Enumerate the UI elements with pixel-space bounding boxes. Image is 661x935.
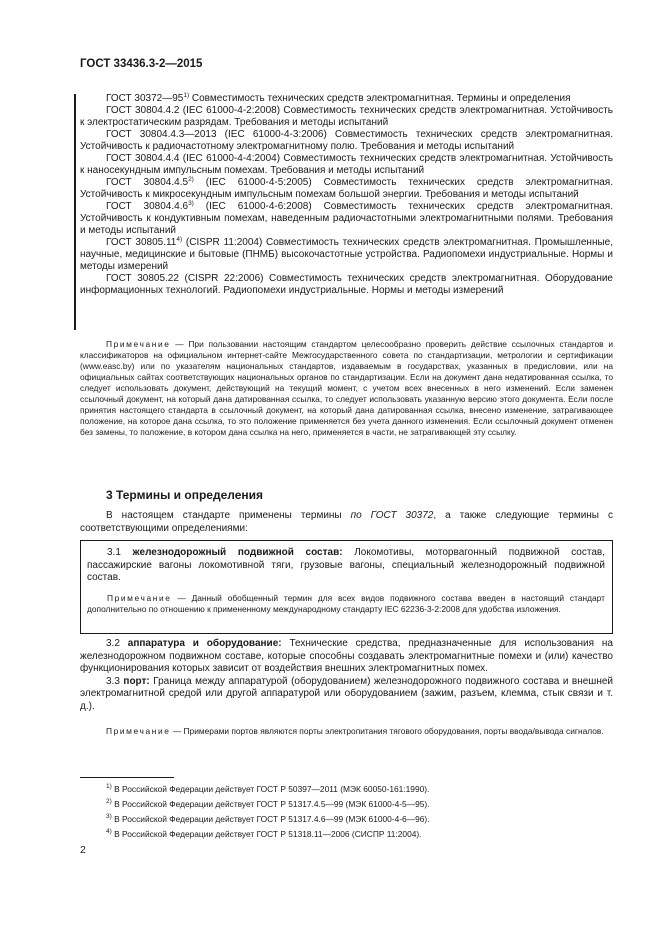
note-text: — При пользовании настоящим стандартом целесообразно проверить действие ссылочных стандартов и классификаторов на официальном интернет-сайте Межгосударственного совета по стандартизации, метрологии и сертификации (www.easc.by) или по указателям национальных стандартов, издаваемым в государствах, указанных в предисловии, или на официальных сайтах соответствующих национальных органов по стандартизации. Если на документ дана недатированная ссылка, то следует использовать документ, действующий на текущий момент, с учетом всех внесенных в него изменений. Если заменен ссылочный документ, на который дана датированная ссылка, то следует использовать указанную версию этого документа. Если после принятия настоящего стандарта в ссылочный документ, на который дана датированная ссылка, внесено изменение, затрагивающее положение, на которое дана ссылка, то это положение применяется без учета данного изменения. Если ссылочный документ отменен без замены, то положение, в котором дана ссылка на него, применяется в части, не затрагивающей эту ссылку. <box>80 339 613 437</box>
note-references <box>80 339 613 438</box>
footnote: $^{1)}$ В Российской Федерации действует ГОСТ Р 50397—2011 (МЭК 60050-161:1990). <box>106 783 430 794</box>
footnote-separator <box>80 777 174 778</box>
note-label: Примечание <box>106 339 171 349</box>
term-name: порт: <box>123 675 150 687</box>
reference-item: ГОСТ 30805.22 (CISPR 22:2006) Совместимость технических средств электромагнитная. Оборудование информационных технологий. Радиопомехи индустриальные. Нормы и методы измерений <box>80 273 613 296</box>
footnote: $^{3)}$ В Российской Федерации действует ГОСТ Р 51317.4.6—99 (МЭК 61000-4-6—96). <box>106 813 430 824</box>
term-note: Примечание — Данный обобщенный термин для всех видов подвижного состава введен в настоящий стандарт дополнительно по отношению к примененному международному стандарту IEC 62236-3-2:2008 для удобства изложения. <box>87 593 605 614</box>
term-definition: 3.1 железнодорожный подвижной состав: Локомотивы, моторвагонный подвижной состав, пассажирские вагоны локомотивной тяги, грузовые вагоны, специальный железнодорожный подвижной состав. <box>87 547 605 583</box>
term-name: железнодорожный подвижной состав: <box>132 547 343 558</box>
term-definition: 3.2 аппаратура и оборудование: Технические средства, предназначенные для использования на железнодорожном подвижном составе, которые способны создавать электромагнитные помехи и (или) качество функционирования которых зависит от воздействия внешних электромагнитных помех. <box>80 638 613 674</box>
reference-item: ГОСТ 30372—95$^{1)}$ Совместимость технических средств электромагнитная. Термины и определения <box>106 92 571 104</box>
section-intro: В настоящем стандарте применены термины по ГОСТ 30372, а также следующие термины с соответствующими определениями: <box>80 510 613 534</box>
document-header: ГОСТ 33436.3-2—2015 <box>80 58 203 70</box>
term-definition: 3.3 порт: Граница между аппаратурой (оборудованием) железнодорожного подвижного состава и внешней электромагнитной средой или другой аппаратурой или оборудованием (зажим, разъем, клемма, стык связи и т. д.). <box>80 675 614 712</box>
reference-item: ГОСТ 30805.11$^{4)}$ (CISPR 11:2004) Совместимость технических средств электромагнитная. Промышленные, научные, медицинские и бытовые (ПНМБ) высокочастотные устройства. Радиопомехи индустриальные. Нормы и методы измерений <box>80 236 614 272</box>
page-number: 2 <box>80 844 86 856</box>
footnote: $^{2)}$ В Российской Федерации действует ГОСТ Р 51317.4.5—99 (МЭК 61000-4-5—95). <box>106 798 430 809</box>
terms-list <box>80 638 613 713</box>
section-heading: 3 Термины и определения <box>106 488 264 502</box>
reference-item: ГОСТ 30804.4.4 (IEC 61000-4-4:2004) Совместимость технических средств электромагнитная. Устойчивость к наносекундным импульсным помехам. Требования и методы испытаний <box>80 153 613 176</box>
reference-item: ГОСТ 30804.4.6$^{3)}$ (IEC 61000-4-6:2008) Совместимость технических средств электромагнитная. Устойчивость к кондуктивным помехам, наведенным радиочастотными электромагнитными полями. Требования и методы испытаний <box>80 200 613 236</box>
reference-item: ГОСТ 30804.4.3—2013 (IEC 61000-4-3:2006) Совместимость технических средств электромагнитная. Устойчивость к радиочастотному электромагнитному полю. Требования и методы испытаний <box>80 129 613 152</box>
term-box <box>80 540 613 634</box>
reference-item: ГОСТ 30804.4.2 (IEC 61000-4-2:2008) Совместимость технических средств электромагнитная. Устойчивость к электростатическим разрядам. Требования и методы испытаний <box>80 105 613 128</box>
references-list <box>80 93 613 297</box>
reference-item: ГОСТ 30804.4.5$^{2)}$ (IEC 61000-4-5:2005) Совместимость технических средств электромагнитная. Устойчивость к микросекундным импульсным помехам большой энергии. Требования и методы испытаний <box>80 176 613 200</box>
change-bar <box>74 94 76 330</box>
term-note: Примечание — Примерами портов являются порты электропитания тягового оборудования, порты ввода/вывода сигналов. <box>106 726 604 736</box>
footnote: $^{4)}$ В Российской Федерации действует ГОСТ Р 51318.11—2006 (СИСПР 11:2004). <box>106 828 422 839</box>
term-name: аппаратура и оборудование: <box>127 638 282 649</box>
